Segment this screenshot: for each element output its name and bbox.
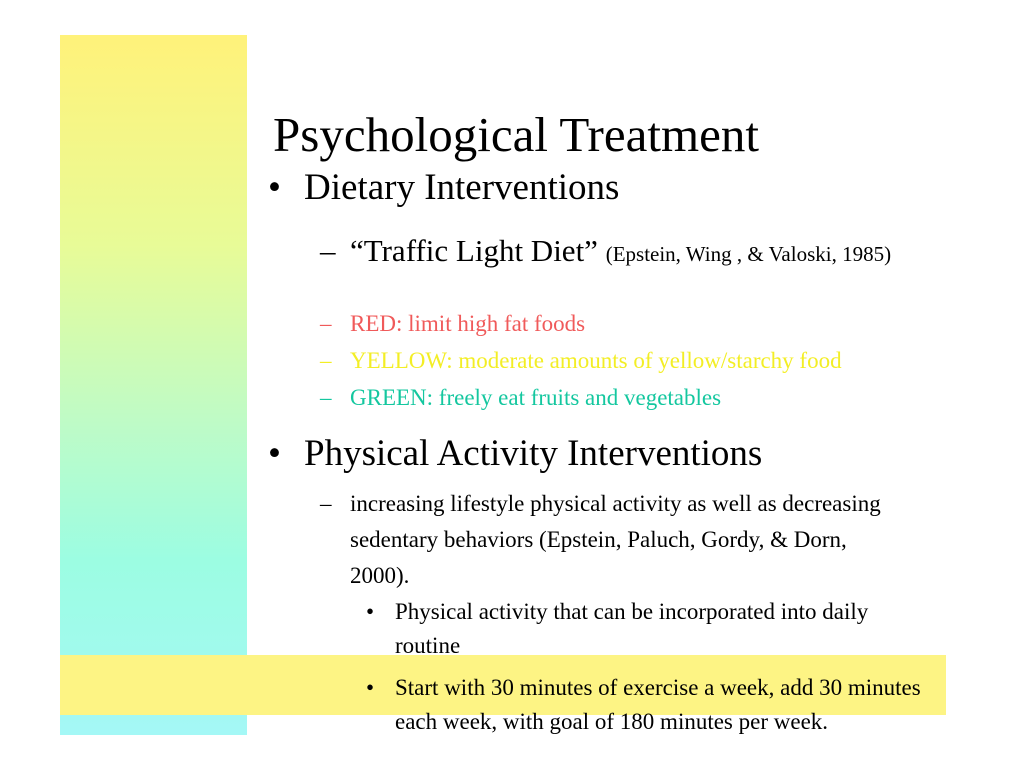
slide-title: Psychological Treatment [273,107,759,162]
list-item-text: GREEN: freely eat fruits and vegetables [350,385,722,410]
section-heading-text: Physical Activity Interventions [304,433,763,474]
bullet-mark: • [366,599,375,624]
list-item-text: YELLOW: moderate amounts of yellow/starchy food [350,348,842,373]
bullet-mark: • [366,675,375,700]
list-item-red [320,306,910,341]
dash-mark: – [320,491,332,516]
dash-mark: – [320,385,332,410]
list-item-yellow [320,343,910,378]
list-item-text: increasing lifestyle physical activity as well as decreasing sedentary behaviors (Epstein, Paluch, Gordy, & Dorn, 2000). [350,491,881,588]
sub-item-daily-routine [366,595,926,663]
dash-mark: – [320,233,336,268]
sub-item-text: Start with 30 minutes of exercise a week, add 30 minutes each week, with goal of 180 minutes per week. [395,675,921,734]
list-item-text: “Traffic Light Diet” [350,233,598,268]
dash-mark: – [320,311,332,336]
dash-mark: – [320,348,332,373]
list-item-lifestyle-activity [320,486,910,594]
section-heading-text: Dietary Interventions [304,167,620,208]
sub-item-exercise-plan [366,671,926,739]
sub-item-text: Physical activity that can be incorporated into daily routine [395,599,869,658]
citation: (Epstein, Wing , & Valoski, 1985) [605,242,892,266]
list-item-text: RED: limit high fat foods [350,311,586,336]
list-item-green [320,380,910,415]
bullet-mark: • [268,167,281,208]
list-item-traffic-light-diet [320,232,910,273]
bullet-mark: • [268,433,281,474]
